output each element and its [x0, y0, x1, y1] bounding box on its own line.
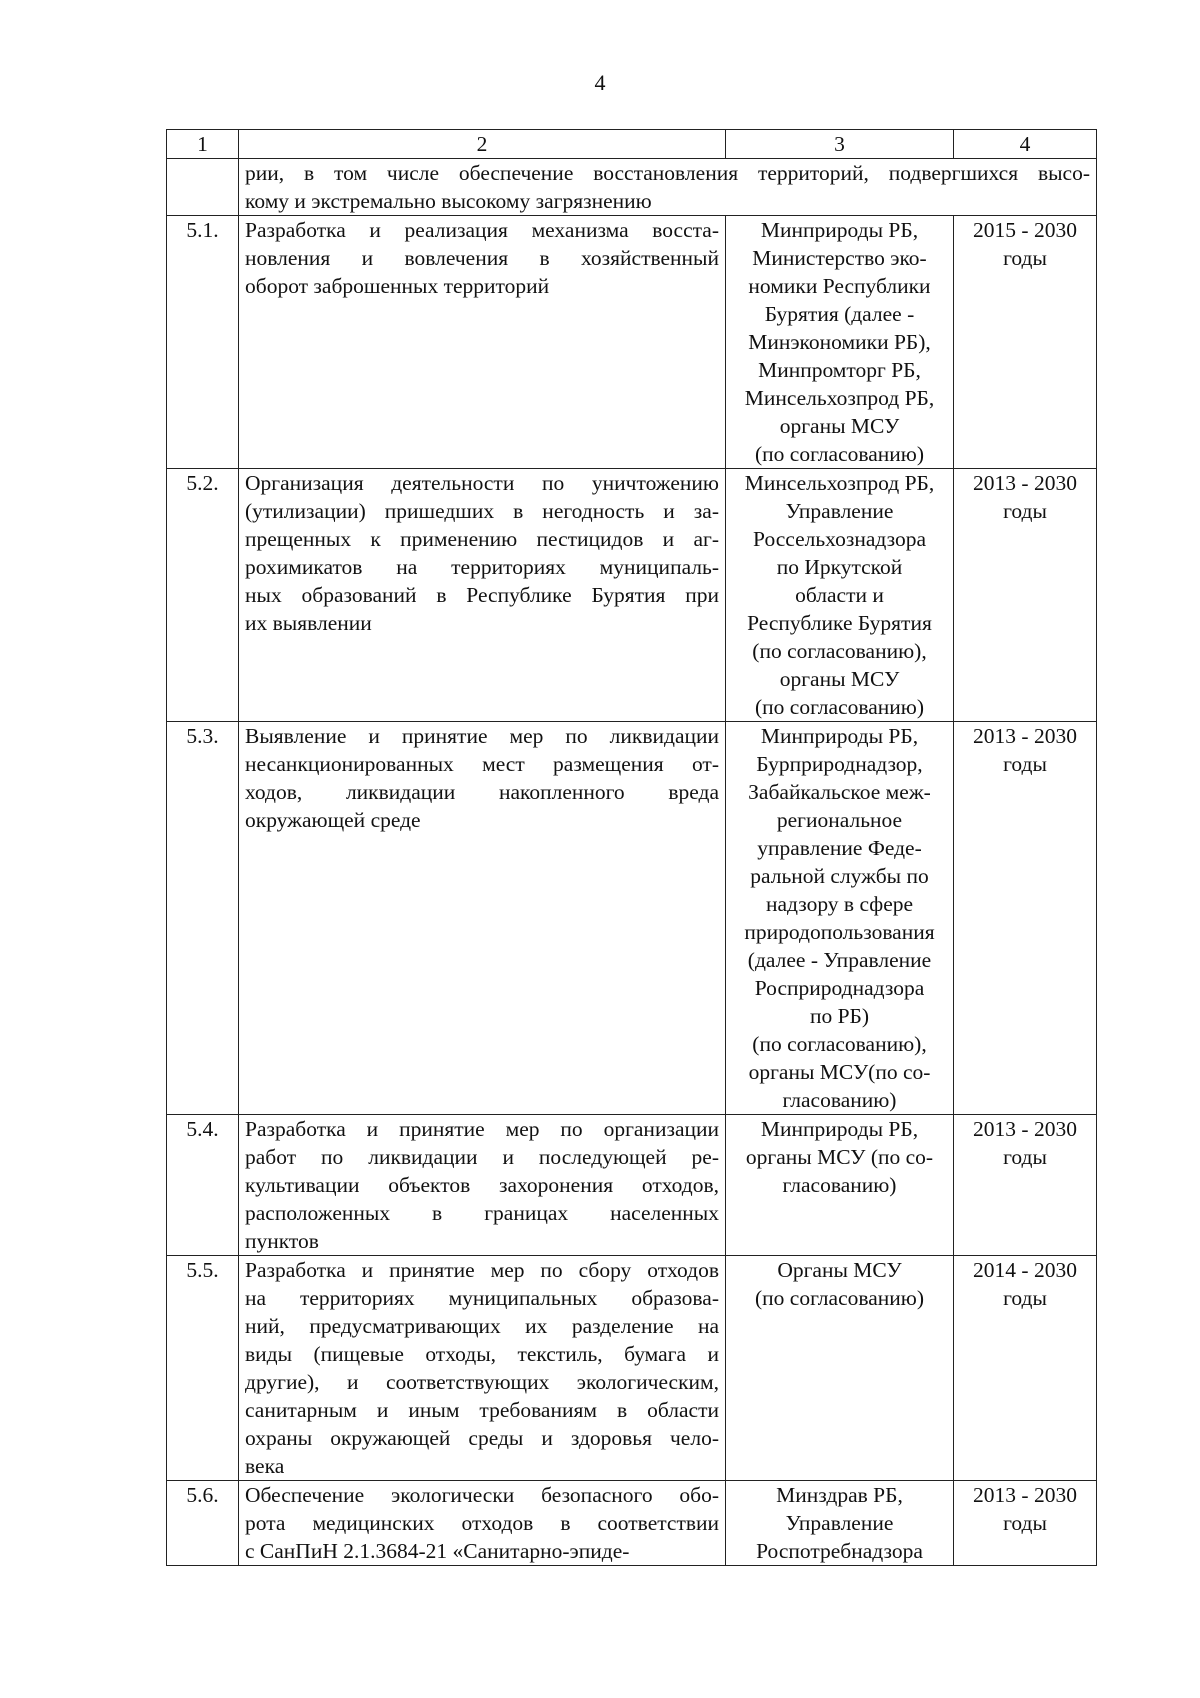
section-continuation-text: [239, 159, 1097, 216]
text-line: прещенных к применению пестицидов и аг-: [245, 527, 719, 551]
text-line: Выявление и принятие мер по ликвидации: [245, 724, 719, 748]
text-line: (по согласованию),: [752, 639, 927, 663]
text-line: органы МСУ: [779, 414, 900, 438]
text-line: Минсельхозпрод РБ,: [744, 471, 935, 495]
text-line: несанкционированных мест размещения от-: [245, 752, 719, 776]
text-line: Минприроды РБ,: [760, 724, 919, 748]
text-line: оборот заброшенных территорий: [245, 274, 550, 298]
period-cell: [954, 1115, 1097, 1256]
text-line: области и: [795, 583, 884, 607]
text-line: работ по ликвидации и последующей ре-: [245, 1145, 719, 1169]
text-line: по РБ): [809, 1004, 870, 1028]
text-line: Росприроднадзора: [754, 976, 925, 1000]
text-line: Бурприроднадзор,: [756, 752, 923, 776]
text-line: органы МСУ(по со-: [748, 1060, 931, 1084]
text-line: 2013 - 2030: [973, 1483, 1077, 1507]
row-number: 5.3.: [167, 722, 239, 1115]
text-line: охраны окружающей среды и здоровья чело-: [245, 1426, 719, 1450]
text-line: Минсельхозпрод РБ,: [744, 386, 935, 410]
text-line: рота медицинских отходов в соответствии: [245, 1511, 719, 1535]
row-number: 5.1.: [167, 216, 239, 469]
text-line: годы: [1003, 1511, 1047, 1535]
measure-cell: [239, 1256, 726, 1481]
header-cell: 2: [239, 130, 726, 159]
text-line: Органы МСУ: [777, 1258, 902, 1282]
section-continuation-row: [167, 159, 1097, 216]
text-line: Россельхознадзора: [753, 527, 926, 551]
executors-cell: [726, 1481, 954, 1566]
text-line: 2014 - 2030: [973, 1258, 1077, 1282]
text-line: годы: [1003, 1145, 1047, 1169]
period-cell: [954, 1256, 1097, 1481]
text-line: годы: [1003, 499, 1047, 523]
text-line: годы: [1003, 1286, 1047, 1310]
header-cell: 1: [167, 130, 239, 159]
row-number: 5.5.: [167, 1256, 239, 1481]
measures-table: [166, 129, 1097, 1566]
text-line: по Иркутской: [776, 555, 903, 579]
table-row: [167, 1115, 1097, 1256]
text-line: Министерство эко-: [752, 246, 927, 270]
measure-cell: [239, 469, 726, 722]
period-cell: [954, 1481, 1097, 1566]
row-number: 5.6.: [167, 1481, 239, 1566]
text-line: их выявлении: [245, 611, 372, 635]
text-line: (утилизации) пришедших в негодность и за-: [245, 499, 719, 523]
text-line: (далее - Управление: [747, 948, 932, 972]
text-line: культивации объектов захоронения отходов,: [245, 1173, 719, 1197]
text-line: Управление: [785, 499, 894, 523]
row-number: 5.2.: [167, 469, 239, 722]
text-line: ходов, ликвидации накопленного вреда: [245, 780, 719, 804]
text-line: годы: [1003, 246, 1047, 270]
text-line: Разработка и принятие мер по сбору отходов: [245, 1258, 719, 1282]
text-line: Обеспечение экологически безопасного обо-: [245, 1483, 719, 1507]
text-line: 2013 - 2030: [973, 471, 1077, 495]
text-line: 2013 - 2030: [973, 1117, 1077, 1141]
page-number: 4: [594, 70, 606, 95]
executors-cell: [726, 1256, 954, 1481]
measure-cell: [239, 722, 726, 1115]
header-cell: 3: [726, 130, 954, 159]
period-cell: [954, 722, 1097, 1115]
text-line: (по согласованию): [754, 1286, 925, 1310]
text-line: рохимикатов на территориях муниципаль-: [245, 555, 719, 579]
text-line: рии, в том числе обеспечение восстановления территорий, подвергшихся высо-: [245, 161, 1090, 185]
text-line: окружающей среде: [245, 808, 421, 832]
text-line: Бурятия (далее -: [764, 302, 915, 326]
text-line: номики Республики: [748, 274, 931, 298]
text-line: Минздрав РБ,: [776, 1483, 903, 1507]
text-line: ний, предусматривающих их разделение на: [245, 1314, 719, 1338]
text-line: надзору в сфере: [765, 892, 914, 916]
table-header-row: [167, 130, 1097, 159]
period-cell: [954, 216, 1097, 469]
executors-cell: [726, 216, 954, 469]
text-line: Организация деятельности по уничтожению: [245, 471, 719, 495]
text-line: управление Феде-: [757, 836, 922, 860]
text-line: годы: [1003, 752, 1047, 776]
executors-cell: [726, 722, 954, 1115]
text-line: с СанПиН 2.1.3684-21 «Санитарно-эпиде-: [245, 1539, 630, 1563]
text-line: (по согласованию),: [752, 1032, 927, 1056]
text-line: Минприроды РБ,: [760, 1117, 919, 1141]
text-line: ных образований в Республике Бурятия при: [245, 583, 719, 607]
empty-cell: [167, 159, 239, 216]
table-row: [167, 722, 1097, 1115]
text-line: на территориях муниципальных образова-: [245, 1286, 719, 1310]
table-row: [167, 1481, 1097, 1566]
text-line: природопользования: [744, 920, 935, 944]
text-line: Разработка и реализация механизма восста-: [245, 218, 719, 242]
text-line: Минприроды РБ,: [760, 218, 919, 242]
text-line: органы МСУ (по со-: [745, 1145, 934, 1169]
period-cell: [954, 469, 1097, 722]
text-line: органы МСУ: [779, 667, 900, 691]
text-line: ральной службы по: [750, 864, 929, 888]
text-line: века: [245, 1454, 285, 1478]
measure-cell: [239, 216, 726, 469]
text-line: санитарным и иным требованиям в области: [245, 1398, 719, 1422]
text-line: (по согласованию): [754, 695, 925, 719]
executors-cell: [726, 1115, 954, 1256]
table-row: [167, 469, 1097, 722]
text-line: расположенных в границах населенных: [245, 1201, 719, 1225]
row-number: 5.4.: [167, 1115, 239, 1256]
text-line: (по согласованию): [754, 442, 925, 466]
header-cell: 4: [954, 130, 1097, 159]
text-line: гласованию): [782, 1173, 897, 1197]
text-line: новления и вовлечения в хозяйственный: [245, 246, 719, 270]
table-row: [167, 216, 1097, 469]
executors-cell: [726, 469, 954, 722]
text-line: пунктов: [245, 1229, 319, 1253]
text-line: Разработка и принятие мер по организации: [245, 1117, 719, 1141]
text-line: 2013 - 2030: [973, 724, 1077, 748]
text-line: Минпромторг РБ,: [758, 358, 921, 382]
measure-cell: [239, 1115, 726, 1256]
text-line: другие), и соответствующих экологическим,: [245, 1370, 719, 1394]
measure-cell: [239, 1481, 726, 1566]
text-line: региональное: [776, 808, 903, 832]
text-line: Роспотребнадзора: [756, 1539, 923, 1563]
text-line: гласованию): [782, 1088, 897, 1112]
text-line: Республике Бурятия: [747, 611, 932, 635]
text-line: 2015 - 2030: [973, 218, 1077, 242]
text-line: виды (пищевые отходы, текстиль, бумага и: [245, 1342, 719, 1366]
text-line: Забайкальское меж-: [748, 780, 931, 804]
text-line: кому и экстремально высокому загрязнению: [245, 189, 652, 213]
table-row: [167, 1256, 1097, 1481]
text-line: Управление: [785, 1511, 894, 1535]
text-line: Минэкономики РБ),: [748, 330, 931, 354]
